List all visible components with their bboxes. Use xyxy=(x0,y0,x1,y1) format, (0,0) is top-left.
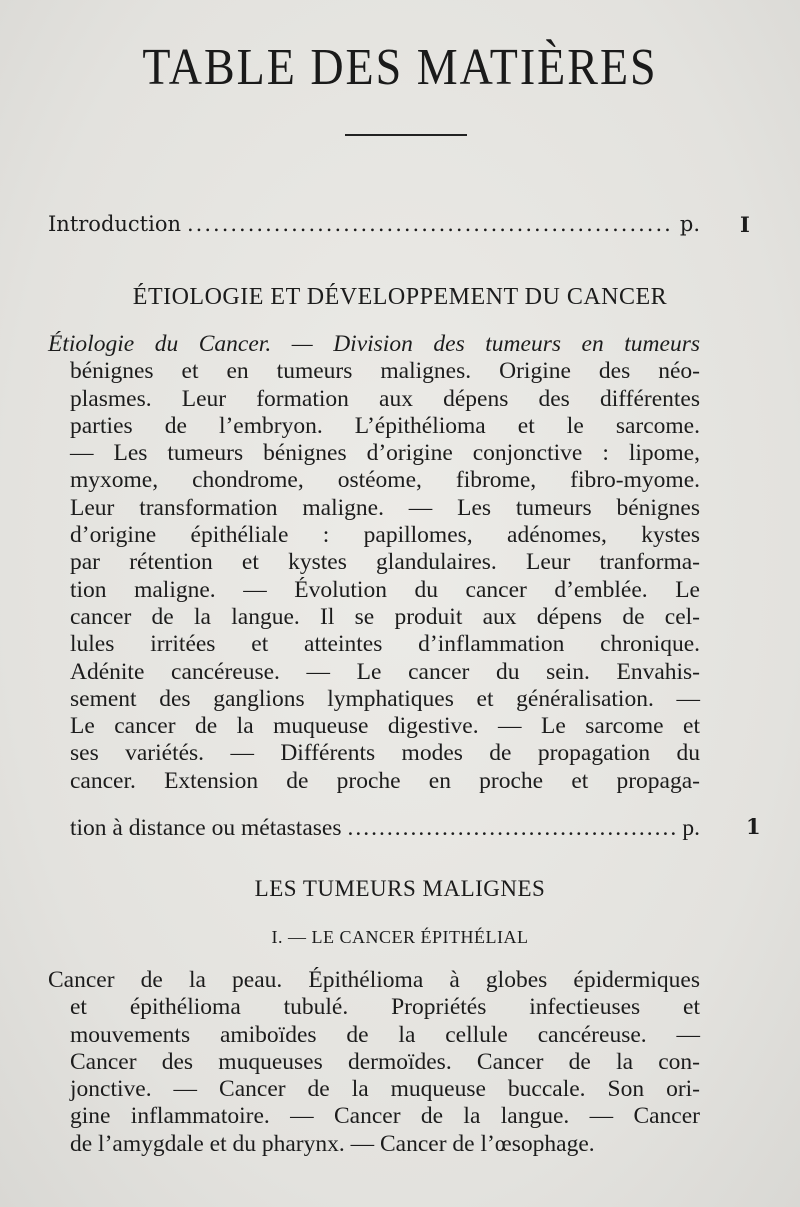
page-prefix: p. xyxy=(682,815,700,841)
page-number: 1 xyxy=(746,814,761,839)
text-line: cancer de la langue. Il se produit aux dépens de cel- xyxy=(70,603,700,630)
toc-entry-etiologie[interactable] xyxy=(48,331,700,795)
leader-dots xyxy=(347,815,676,842)
section-subheading: I. — LE CANCER ÉPITHÉLIAL xyxy=(271,927,529,947)
title-rule-divider xyxy=(345,134,467,136)
text-line: jonctive. — Cancer de la muqueuse buccale. Son ori- xyxy=(70,1076,700,1103)
text-line: — Les tumeurs bénignes d’origine conjonctive : lipome, xyxy=(70,440,700,467)
text-line: ses variétés. — Différents modes de propagation du xyxy=(70,740,700,767)
text-line: Leur transformation maligne. — Les tumeurs bénignes xyxy=(70,494,700,521)
toc-entry-introduction[interactable] xyxy=(48,211,700,238)
section-heading: LES TUMEURS MALIGNES xyxy=(254,876,546,901)
text-line: de l’amygdale et du pharynx. — Cancer de l’œsophage. xyxy=(70,1130,595,1157)
section-heading: ÉTIOLOGIE ET DÉVELOPPEMENT DU CANCER xyxy=(132,284,668,310)
text-line: d’origine épithéliale : papillomes, adénomes, kystes xyxy=(70,522,700,549)
text-line: plasmes. Leur formation aux dépens des différentes xyxy=(70,385,700,412)
text-line: Cancer des muqueuses dermoïdes. Cancer de la con- xyxy=(70,1048,700,1075)
leader-dots xyxy=(187,211,674,238)
text-line: Adénite cancéreuse. — Le cancer du sein. Envahis- xyxy=(70,658,700,685)
text-line: Étiologie du Cancer. — Division des tumeurs en tumeurs xyxy=(48,331,700,357)
text-line: gine inflammatoire. — Cancer de la langue. — Cancer xyxy=(70,1103,700,1130)
text-line: tion maligne. — Évolution du cancer d’emblée. Le xyxy=(70,576,700,603)
text-line: Le cancer de la muqueuse digestive. — Le sarcome et xyxy=(70,713,700,740)
toc-entry-cancer-peau[interactable] xyxy=(48,967,700,1158)
text-line: tion à distance ou métastases xyxy=(70,815,342,841)
page-number: I xyxy=(740,212,750,237)
page-title: TABLE DES MATIÈRES xyxy=(142,37,658,96)
page-prefix: p. xyxy=(679,212,700,236)
text-line: cancer. Extension de proche en proche et propaga- xyxy=(70,767,700,794)
text-line: mouvements amiboïdes de la cellule cancéreuse. — xyxy=(70,1021,700,1048)
text-line: Cancer de la peau. Épithélioma à globes épidermiques xyxy=(48,967,700,993)
text-line: sement des ganglions lymphatiques et généralisation. — xyxy=(70,685,700,712)
text-line: myxome, chondrome, ostéome, fibrome, fibro-myome. xyxy=(70,467,700,494)
text-line: par rétention et kystes glandulaires. Leur tranforma- xyxy=(70,549,700,576)
text-line: bénignes et en tumeurs malignes. Origine des néo- xyxy=(70,358,700,385)
text-line: lules irritées et atteintes d’inflammation chronique. xyxy=(70,631,700,658)
text-line: et épithélioma tubulé. Propriétés infectieuses et xyxy=(70,994,700,1021)
text-line: parties de l’embryon. L’épithélioma et le sarcome. xyxy=(70,412,700,439)
toc-entry-last-line xyxy=(70,815,700,842)
toc-entry-label: Introduction xyxy=(48,212,181,236)
